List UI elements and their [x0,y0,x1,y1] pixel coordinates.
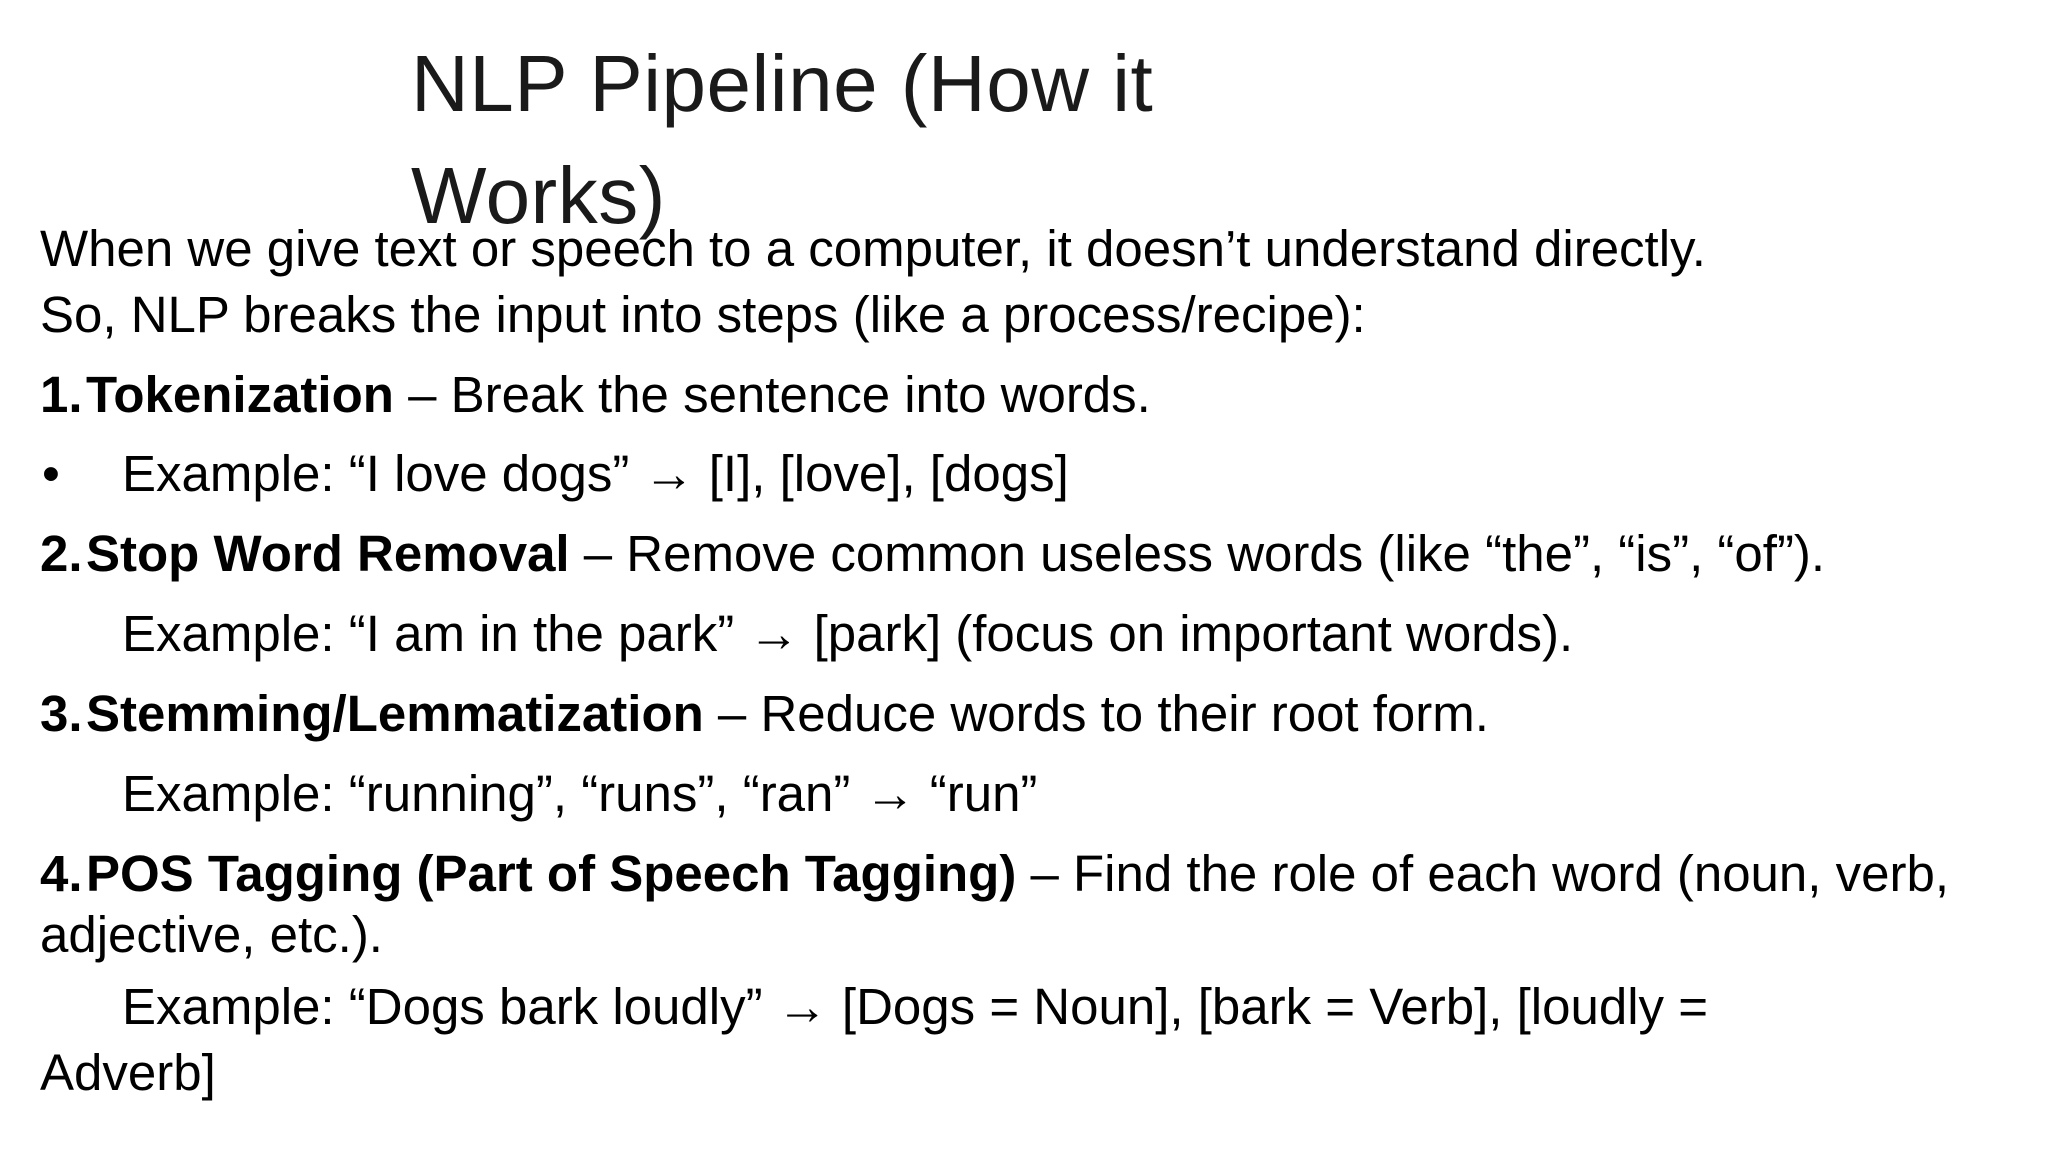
step-stemming-example [40,761,1037,827]
step-number: 1. [40,366,83,423]
step-description: – Break the sentence into words. [393,366,1151,423]
example-text: Example: “I love dogs” → [I], [love], [dogs] [122,445,1069,502]
step-term: Stemming/Lemmatization [86,685,704,742]
intro-line-2: So, NLP breaks the input into steps (like a process/recipe): [40,286,1366,343]
step-stop-word-removal [40,521,1825,587]
step-number: 3. [40,685,83,742]
step-number: 2. [40,525,83,582]
step-term: POS Tagging (Part of Speech Tagging) [86,845,1017,902]
example-text: Example: “I am in the park” → [park] (focus on important words). [122,605,1574,662]
step-pos-tagging [40,841,1949,907]
step-stop-word-removal-example [40,601,1573,667]
example-text: Example: “Dogs bark loudly” → [Dogs = Noun], [bark = Verb], [loudly = [122,978,1709,1035]
step-stemming [40,681,1489,747]
step-tokenization-example [40,441,1069,507]
step-description: – Find the role of each word (noun, verb, [1016,845,1950,902]
bullet-icon: • [42,445,60,502]
step-term: Tokenization [86,366,394,423]
step-number: 4. [40,845,83,902]
example-text: Example: “running”, “runs”, “ran” → “run” [122,765,1038,822]
step-pos-tagging-example [40,974,1708,1040]
slide-title: NLP Pipeline (How it Works) [411,39,1154,240]
step-description: – Reduce words to their root form. [703,685,1489,742]
intro-line-1: When we give text or speech to a computer, it doesn’t understand directly. [40,220,1706,277]
step-term: Stop Word Removal [86,525,570,582]
step-pos-tagging-example-continued: Adverb] [40,1044,216,1101]
step-tokenization [40,362,1151,428]
step-description: – Remove common useless words (like “the”, “is”, “of”). [569,525,1826,582]
step-pos-tagging-continued: adjective, etc.). [40,906,383,963]
